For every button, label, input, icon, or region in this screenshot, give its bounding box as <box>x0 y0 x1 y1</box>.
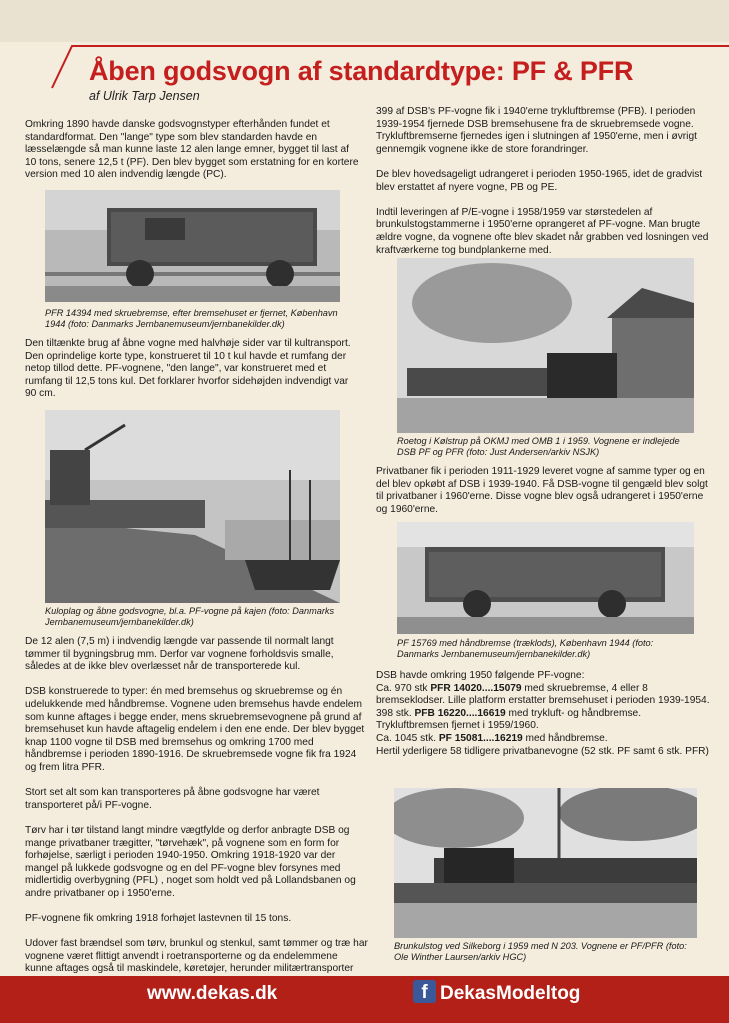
photo-roetog-kolstrup <box>397 258 694 433</box>
left-paragraph-6: Tørv har i tør tilstand langt mindre vægtfylde og derfor anbragte DSB og mange privatbaner trægitter, "tørvehæk", på vognene som en form for forhøjelse, særligt i perioden 1940-1950. Omkring 1918-1920 var der mangel på lukkede godsvogne og en del PF-vogne blev forsynes med midlertidig overbygning (PFL) , noget som holdt ved på Lollandsbanen og andre privatbaner op i 1950'erne. <box>25 824 356 899</box>
left-paragraph-1: Omkring 1890 havde danske godsvognstyper efterhånden fundet et standardformat. Den "lange" type som blev standarden havde en læsselængde så man kunne laste 12 alen lange emner, bygget til last af 10 tons, senere 12,5 t (PF). Den blev bygget som erstatning for en kortere version med 10 alen indvendig længde (PC). <box>25 119 359 181</box>
right-caption-4-wrap <box>397 638 697 673</box>
fleet-item-pf-count: Ca. 1045 stk. <box>376 732 439 744</box>
photo-brunkulstog-silkeborg <box>394 788 697 938</box>
left-block-2 <box>25 338 360 414</box>
fleet-item-pfr-count: Ca. 970 stk <box>376 682 431 694</box>
right-paragraph-1: 399 af DSB's PF-vogne fik i 1940'erne trykluftbremse (PFB). I perioden 1939-1954 fjernede DSB bremsehusene fra de skruebremsede vogne. Trykluftbremserne fjernedes igen i slutningen af 1950'erne, men i øvrigt gennemgik vognene ikke de store forandringer. <box>376 106 697 155</box>
photo-kuloplag <box>45 410 340 603</box>
fleet-item-pf-numbers: PF 15081....16219 <box>438 732 523 744</box>
right-top <box>376 106 711 257</box>
left-paragraph-5: Stort set alt som kan transporteres på åbne godsvogne har været transporteret på/i PF-vogne. <box>25 787 320 811</box>
footer-bar <box>0 976 729 1023</box>
fleet-item-pfb-numbers: PFB 16220....16619 <box>414 707 506 719</box>
fleet-item-pfb-note: Trykluftbremsen fjernet i 1959/1960. <box>376 720 539 732</box>
photo-caption-5: Brunkulstog ved Silkeborg i 1959 med N 203. Vognene er PF/PFR (foto: Ole Winther Laursen/arkiv HGC) <box>394 941 687 962</box>
photo-caption-3: Roetog i Kølstrup på OKMJ med OMB 1 i 1959. Vognene er indlejede DSB PF og PFR (foto: Just Andersen/arkiv NSJK) <box>397 436 680 457</box>
photo-pfr-14394 <box>45 190 340 302</box>
right-paragraph-3: Indtil leveringen af P/E-vogne i 1958/1959 var størstedelen af brunkulstogstammerne i 1950'erne oprangeret af PF-vogne. Man brugte ældre vogne, da vognene ofte blev skadet når grabben ved losningen ved kraftværkerne tog bundplankerne med. <box>376 206 709 256</box>
fleet-item-pf <box>376 733 711 746</box>
photo-caption-1: PFR 14394 med skruebremse, efter bremsehuset er fjernet, København 1944 (foto: Danmarks Jernbanemuseum/jernbanekilder.dk) <box>45 308 338 329</box>
article-byline: af Ulrik Tarp Jensen <box>89 89 200 103</box>
right-block-2 <box>376 466 711 529</box>
right-paragraph-4: Privatbaner fik i perioden 1911-1929 leveret vogne af samme typer og en del blev opkøbt af DSB i 1939-1940. Få DSB-vogne til gengæld blev solgt til privatbaner i 1960'erne. Disse vogne blev også udrangeret i 1950'erne og 1960'erne. <box>376 466 708 515</box>
fleet-item-pf-desc: med håndbremse. <box>522 732 608 744</box>
left-paragraph-8: Udover fast brændsel som tørv, brunkul og stenkul, samt tømmer og træ har vognene været flittigt anvendt i roetransporterne og da endelemmene kunne aftages også til maskindele, køretøjer, herunder militærtransporter <box>25 938 368 975</box>
fleet-item-pfb-desc: med trykluft- og håndbremse. <box>505 707 642 719</box>
left-paragraph-4: DSB konstruerede to typer: én med bremsehus og skruebremse og én udelukkende med håndbremse. Vognene uden bremsehus havde endelem som kunne aftages i begge ender, mens skruebremsevognene på grund af bremsehuset kun havde aftagelig endelem i den ene ende. Der blev bygget knap 1100 vogne til DSB med bremsehus og omkring 1700 med håndbremse i perioden 1890-1916. De skruebremsede vogne fik fra 1924 og frem litra PFR. <box>25 686 365 773</box>
fleet-intro: DSB havde omkring 1950 følgende PF-vogne: <box>376 670 585 681</box>
facebook-icon[interactable]: f <box>413 980 436 1003</box>
footer-facebook-link[interactable]: DekasModeltog <box>440 983 581 1004</box>
left-paragraph-7: PF-vognene fik omkring 1918 forhøjet lastevnen til 15 tons. <box>25 913 292 925</box>
fleet-list <box>376 670 711 758</box>
fleet-item-pfb <box>376 708 711 721</box>
article-title: Åben godsvogn af standardtype: PF & PFR <box>89 56 634 86</box>
left-body <box>25 636 368 989</box>
photo-pf-15769 <box>397 522 694 634</box>
left-intro <box>25 119 360 195</box>
right-caption-5-wrap <box>394 941 699 976</box>
fleet-item-pfr-desc: med skruebremse, 4 eller 8 bremseklodser. Lille platform erstatter bremsehuset i perioden 1939-1954. <box>376 682 710 707</box>
footer-website-link[interactable]: www.dekas.dk <box>147 983 278 1004</box>
right-paragraph-2: De blev hovedsageligt udrangeret i perioden 1950-1965, idet de gradvist blev erstattet af nyere vogne, PB og PE. <box>376 168 703 193</box>
photo-caption-4: PF 15769 med håndbremse (træklods), København 1944 (foto: Danmarks Jernbanemuseum/jernbanekilder.dk) <box>397 638 654 659</box>
fleet-item-private: Hertil yderligere 58 tidligere privatbanevogne (52 stk. PF samt 6 stk. PFR) <box>376 745 709 757</box>
left-paragraph-2: Den tiltænkte brug af åbne vogne med halvhøje sider var til kultransport. Den oprindelige korte type, konstrueret til 10 t kul havde et rumfang der netop tillod dette. PF-vognene, "den lange", var konstrueret med et rumfang til 12,5 tons kul. Det forklarer hvorfor sidehøjden indvendigt var 90 cm. <box>25 338 351 400</box>
left-paragraph-3: De 12 alen (7,5 m) i indvendig længde var passende til normalt langt tømmer til bygningsbrug mm. Derfor var vognene forholdsvis smalle, således at de ikke blev overlæsset når de transporterede kul. <box>25 636 334 673</box>
fleet-item-pfr <box>376 683 711 708</box>
fleet-item-pfb-count: 398 stk. <box>376 707 415 719</box>
fleet-item-pfr-numbers: PFR 14020....15079 <box>430 682 522 694</box>
photo-caption-2: Kuloplag og åbne godsvogne, bl.a. PF-vogne på kajen (foto: Danmarks Jernbanemuseum/jernbanekilder.dk) <box>45 606 335 627</box>
